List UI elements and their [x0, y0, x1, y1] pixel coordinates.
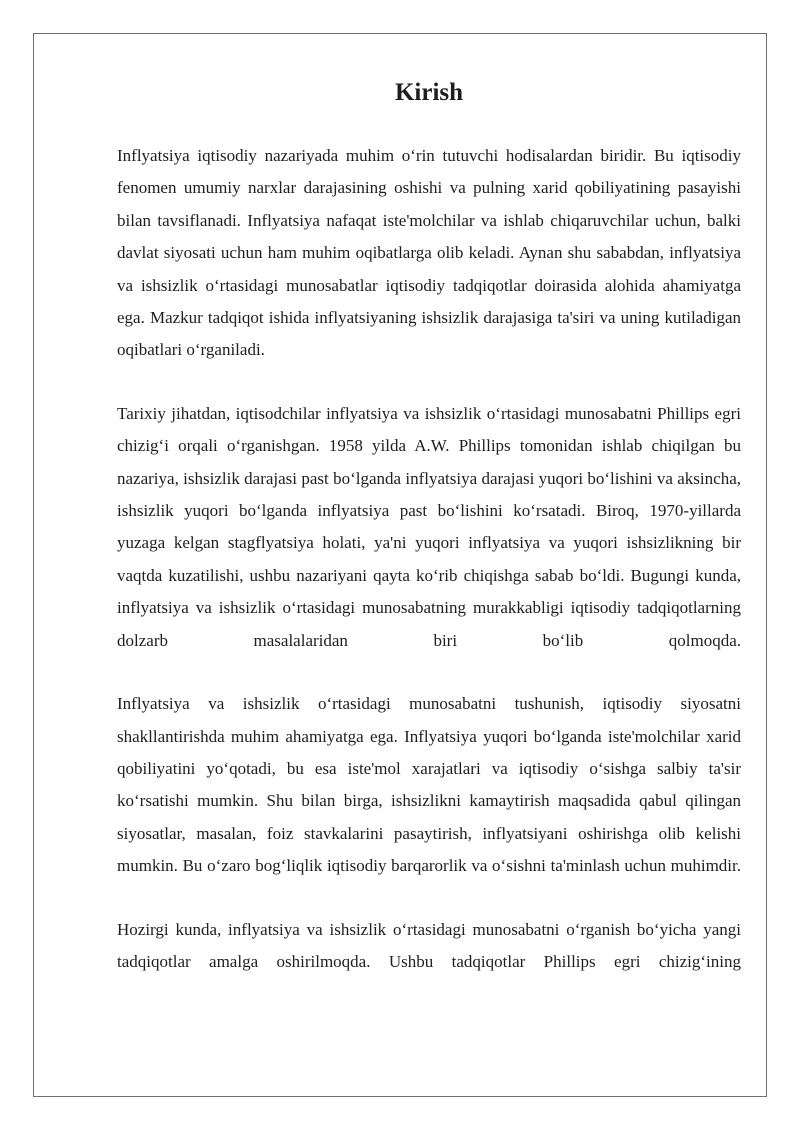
document-body: [117, 77, 741, 1009]
paragraph-1: Inflyatsiya iqtisodiy nazariyada muhim o‘rin tutuvchi hodisalardan biridir. Bu iqtisodiy fenomen umumiy narxlar darajasining oshishi va pulning xarid qobiliyatining pasayishi bilan tavsiflanadi. Inflyatsiya nafaqat iste'molchilar va ishlab chiqaruvchilar uchun, balki davlat siyosati uchun ham muhim oqibatlarga olib keladi. Aynan shu sababdan, inflyatsiya va ishsizlik o‘rtasidagi munosabatlar iqtisodiy tadqiqotlar doirasida alohida ahamiyatga ega. Mazkur tadqiqot ishida inflyatsiyaning ishsizlik darajasiga ta'siri va uning kutiladigan oqibatlari o‘rganiladi.: [117, 146, 741, 360]
paragraph-2: Tarixiy jihatdan, iqtisodchilar inflyatsiya va ishsizlik o‘rtasidagi munosabatni Phillips egri chizig‘i orqali o‘rganishgan. 1958 yilda A.W. Phillips tomonidan ishlab chiqilgan bu nazariya, ishsizlik darajasi past bo‘lganda inflyatsiya darajasi yuqori bo‘lishini va aksincha, ishsizlik yuqori bo‘lganda inflyatsiya past bo‘lishini ko‘rsatadi. Biroq, 1970-yillarda yuzaga kelgan stagflyatsiya holati, ya'ni yuqori inflyatsiya va yuqori ishsizlikning bir vaqtda kuzatilishi, ushbu nazariyani qayta ko‘rib chiqishga sabab bo‘ldi. Bugungi kunda, inflyatsiya va ishsizlik o‘rtasidagi munosabatning murakkabligi iqtisodiy tadqiqotlarning dolzarb masalalaridan biri bo‘lib qolmoqda.: [117, 403, 741, 650]
paragraph-3: Inflyatsiya va ishsizlik o‘rtasidagi munosabatni tushunish, iqtisodiy siyosatni shakllantirishda muhim ahamiyatga ega. Inflyatsiya yuqori bo‘lganda iste'molchilar xarid qobiliyatini yo‘qotadi, bu esa iste'mol xarajatlari va iqtisodiy o‘sishga salbiy ta'sir ko‘rsatishi mumkin. Shu bilan birga, ishsizlikni kamaytirish maqsadida qabul qilingan siyosatlar, masalan, foiz stavkalarini pasaytirish, inflyatsiyani oshirishga olib kelishi mumkin. Bu o‘zaro bog‘liqlik iqtisodiy barqarorlik va o‘sishni ta'minlash uchun muhimdir.: [117, 694, 741, 876]
page-title: Kirish: [394, 79, 464, 106]
paragraph-4: Hozirgi kunda, inflyatsiya va ishsizlik o‘rtasidagi munosabatni o‘rganish bo‘yicha yangi tadqiqotlar amalga oshirilmoqda. Ushbu tadqiqotlar Phillips egri chizig‘ining: [117, 919, 741, 971]
